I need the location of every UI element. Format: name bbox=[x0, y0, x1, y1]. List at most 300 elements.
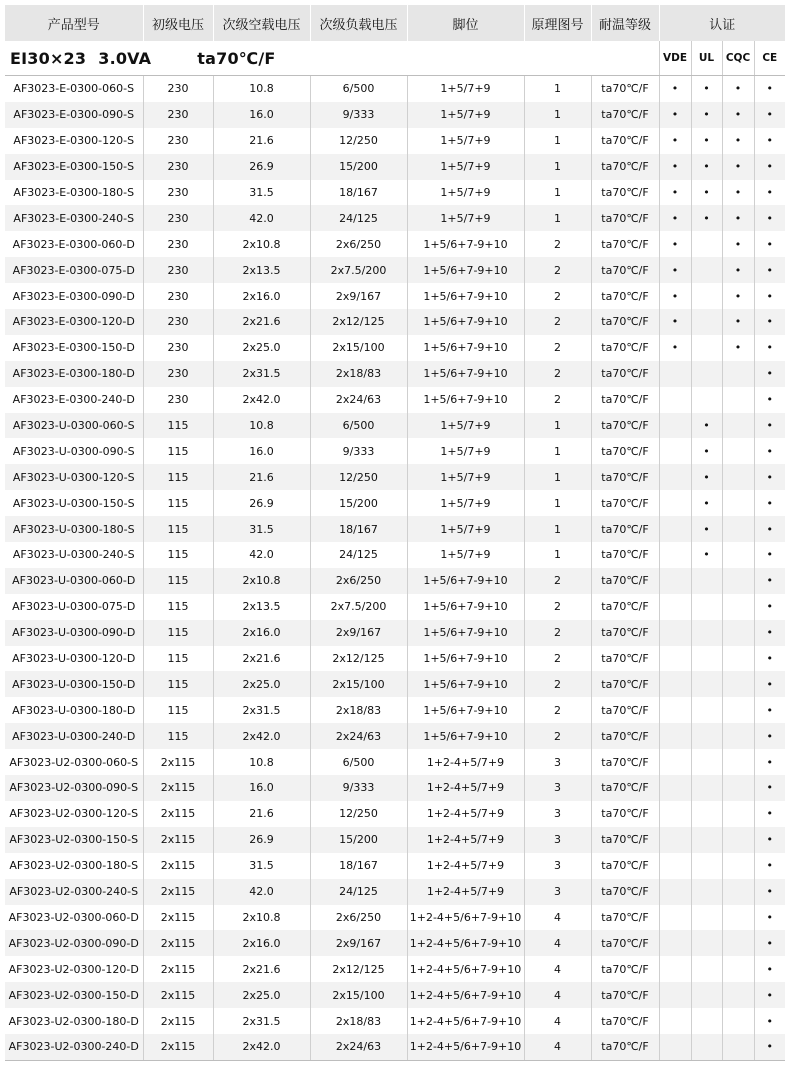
temp-class-cell: ta70℃/F bbox=[591, 697, 659, 723]
cert-vde-mark bbox=[659, 982, 691, 1008]
cert-cqc-mark: • bbox=[722, 154, 754, 180]
model-cell: AF3023-U-0300-150-D bbox=[5, 671, 143, 697]
cert-ce-mark: • bbox=[754, 697, 785, 723]
model-cell: AF3023-E-0300-240-D bbox=[12, 393, 135, 407]
cert-cqc-mark bbox=[722, 438, 754, 464]
noload-voltage-cell: 31.5 bbox=[213, 516, 310, 542]
cert-ul-mark: • bbox=[691, 438, 722, 464]
primary-voltage-cell: 230 bbox=[143, 154, 213, 180]
schematic-cell: 1 bbox=[524, 490, 591, 516]
cert-ce-mark: • bbox=[754, 490, 785, 516]
load-voltage-cell: 2x24/63 bbox=[310, 723, 407, 749]
table-row bbox=[5, 413, 785, 439]
cert-cqc-mark bbox=[722, 594, 754, 620]
model-cell: AF3023-U-0300-240-D bbox=[5, 723, 143, 749]
table-row bbox=[5, 464, 785, 490]
cert-ce-mark: • bbox=[754, 749, 785, 775]
cert-cqc-mark bbox=[722, 801, 754, 827]
table-row bbox=[5, 257, 785, 283]
cert-vde-mark bbox=[659, 697, 691, 723]
noload-voltage-cell: 21.6 bbox=[213, 464, 310, 490]
table-row bbox=[5, 516, 785, 542]
cert-ul-mark bbox=[691, 594, 722, 620]
cert-ce-mark: • bbox=[754, 205, 785, 231]
cert-ce-mark: • bbox=[754, 956, 785, 982]
table-row bbox=[5, 361, 785, 387]
col-primary-voltage-header: 初级电压 bbox=[143, 5, 213, 41]
cert-vde-mark bbox=[659, 516, 691, 542]
cert-vde-mark bbox=[659, 413, 691, 439]
model-cell: AF3023-E-0300-120-D bbox=[5, 309, 143, 335]
temp-class-cell: ta70℃/F bbox=[591, 594, 659, 620]
cert-ul-mark: • bbox=[691, 490, 722, 516]
pins-cell: 1+2-4+5/7+9 bbox=[407, 749, 524, 775]
load-voltage-cell: 9/333 bbox=[310, 438, 407, 464]
load-voltage-cell: 24/125 bbox=[310, 879, 407, 905]
temp-class-cell: ta70℃/F bbox=[591, 646, 659, 672]
table-row bbox=[5, 1034, 785, 1060]
cert-vde-mark bbox=[659, 956, 691, 982]
table-row bbox=[5, 801, 785, 827]
cert-ce-mark: • bbox=[754, 154, 785, 180]
cert-cqc-mark bbox=[722, 568, 754, 594]
cert-ul-mark bbox=[691, 853, 722, 879]
model-cell: AF3023-U-0300-120-S bbox=[5, 464, 143, 490]
temp-class-cell: ta70℃/F bbox=[591, 853, 659, 879]
model-cell: AF3023-U2-0300-060-D bbox=[8, 910, 139, 924]
cert-vde-mark: • bbox=[659, 205, 691, 231]
primary-voltage-cell: 115 bbox=[143, 620, 213, 646]
load-voltage-cell: 12/250 bbox=[310, 801, 407, 827]
cert-ce-mark: • bbox=[754, 775, 785, 801]
cert-ul-mark bbox=[691, 387, 722, 413]
primary-voltage-cell: 2x115 bbox=[143, 1008, 213, 1034]
model-cell: AF3023-E-0300-150-S bbox=[5, 154, 143, 180]
temp-class-cell: ta70℃/F bbox=[591, 568, 659, 594]
pins-cell: 1+5/7+9 bbox=[407, 180, 524, 206]
primary-voltage-cell: 115 bbox=[143, 490, 213, 516]
cert-ul-mark bbox=[691, 749, 722, 775]
cert-cqc-mark bbox=[722, 827, 754, 853]
temp-rating: ta70℃/F bbox=[197, 48, 276, 68]
primary-voltage-cell: 230 bbox=[143, 128, 213, 154]
load-voltage-cell: 2x12/125 bbox=[310, 956, 407, 982]
schematic-cell: 2 bbox=[524, 309, 591, 335]
pins-cell: 1+5/7+9 bbox=[407, 438, 524, 464]
cert-ul-mark bbox=[691, 671, 722, 697]
temp-class-cell: ta70℃/F bbox=[591, 335, 659, 361]
primary-voltage-cell: 2x115 bbox=[143, 930, 213, 956]
pins-cell: 1+2-4+5/7+9 bbox=[407, 879, 524, 905]
cert-cqc-mark: • bbox=[722, 205, 754, 231]
col-secondary-noload-header: 次级空载电压 bbox=[213, 5, 310, 41]
load-voltage-cell: 24/125 bbox=[310, 542, 407, 568]
load-voltage-cell: 15/200 bbox=[310, 490, 407, 516]
schematic-cell: 2 bbox=[524, 283, 591, 309]
table-row bbox=[5, 154, 785, 180]
col-pins-header: 脚位 bbox=[407, 5, 524, 41]
temp-class-cell: ta70℃/F bbox=[591, 464, 659, 490]
pins-cell: 1+5/7+9 bbox=[407, 542, 524, 568]
model-cell: AF3023-E-0300-060-D bbox=[12, 237, 135, 251]
temp-class-cell: ta70℃/F bbox=[591, 905, 659, 931]
cert-vde-mark: • bbox=[659, 257, 691, 283]
schematic-cell: 1 bbox=[524, 180, 591, 206]
schematic-cell: 2 bbox=[524, 620, 591, 646]
cert-cqc-mark bbox=[722, 542, 754, 568]
cert-vde-mark bbox=[659, 801, 691, 827]
schematic-cell: 3 bbox=[524, 749, 591, 775]
pins-cell: 1+5/7+9 bbox=[407, 516, 524, 542]
cert-ul-mark: • bbox=[691, 102, 722, 128]
cert-ul-mark bbox=[691, 283, 722, 309]
temp-class-cell: ta70℃/F bbox=[591, 490, 659, 516]
temp-class-cell: ta70℃/F bbox=[591, 154, 659, 180]
table-row bbox=[5, 205, 785, 231]
cert-vde-mark bbox=[659, 827, 691, 853]
cert-cqc-mark bbox=[722, 697, 754, 723]
load-voltage-cell: 18/167 bbox=[310, 180, 407, 206]
pins-cell: 1+5/6+7-9+10 bbox=[407, 387, 524, 413]
cert-cqc-mark: • bbox=[722, 128, 754, 154]
schematic-cell: 4 bbox=[524, 905, 591, 931]
model-cell: AF3023-U-0300-180-D bbox=[12, 703, 136, 717]
primary-voltage-cell: 2x115 bbox=[143, 775, 213, 801]
cert-cqc-mark bbox=[722, 982, 754, 1008]
noload-voltage-cell: 2x31.5 bbox=[213, 1008, 310, 1034]
temp-class-cell: ta70℃/F bbox=[591, 982, 659, 1008]
schematic-cell: 1 bbox=[524, 102, 591, 128]
model-cell: AF3023-U2-0300-150-D bbox=[5, 982, 143, 1008]
cert-ul-mark bbox=[691, 775, 722, 801]
load-voltage-cell: 2x18/83 bbox=[310, 361, 407, 387]
cert-ul-mark bbox=[691, 1008, 722, 1034]
pins-cell: 1+5/6+7-9+10 bbox=[407, 594, 524, 620]
load-voltage-cell: 6/500 bbox=[310, 76, 407, 102]
load-voltage-cell: 15/200 bbox=[310, 827, 407, 853]
primary-voltage-cell: 230 bbox=[143, 387, 213, 413]
cert-cqc-mark: • bbox=[722, 283, 754, 309]
primary-voltage-cell: 115 bbox=[143, 646, 213, 672]
pins-cell: 1+5/6+7-9+10 bbox=[407, 283, 524, 309]
primary-voltage-cell: 230 bbox=[143, 335, 213, 361]
cert-cqc-mark bbox=[722, 620, 754, 646]
pins-cell: 1+5/7+9 bbox=[407, 102, 524, 128]
temp-class-cell: ta70℃/F bbox=[591, 231, 659, 257]
model-cell: AF3023-U-0300-150-S bbox=[12, 496, 135, 510]
table-row bbox=[5, 387, 785, 413]
table-row bbox=[5, 879, 785, 905]
schematic-cell: 3 bbox=[524, 827, 591, 853]
pins-cell: 1+5/6+7-9+10 bbox=[407, 671, 524, 697]
cert-vde-mark bbox=[659, 775, 691, 801]
temp-class-cell: ta70℃/F bbox=[591, 76, 659, 102]
primary-voltage-cell: 230 bbox=[143, 76, 213, 102]
cert-ce-mark: • bbox=[754, 76, 785, 102]
noload-voltage-cell: 2x25.0 bbox=[213, 671, 310, 697]
primary-voltage-cell: 2x115 bbox=[143, 827, 213, 853]
model-cell: AF3023-E-0300-180-D bbox=[5, 361, 143, 387]
table-row bbox=[5, 542, 785, 568]
cert-ce-mark: • bbox=[754, 801, 785, 827]
schematic-cell: 2 bbox=[524, 594, 591, 620]
load-voltage-cell: 2x9/167 bbox=[310, 620, 407, 646]
cert-vde-mark bbox=[659, 387, 691, 413]
cert-vde-mark bbox=[659, 723, 691, 749]
temp-class-cell: ta70℃/F bbox=[591, 930, 659, 956]
temp-class-cell: ta70℃/F bbox=[591, 956, 659, 982]
col-temp-class-header: 耐温等级 bbox=[591, 5, 659, 41]
cert-cqc-mark: • bbox=[722, 231, 754, 257]
load-voltage-cell: 18/167 bbox=[310, 853, 407, 879]
noload-voltage-cell: 2x42.0 bbox=[213, 387, 310, 413]
cert-cqc-mark: • bbox=[722, 76, 754, 102]
noload-voltage-cell: 26.9 bbox=[213, 154, 310, 180]
cert-cqc-mark bbox=[722, 490, 754, 516]
cert-vde-mark: • bbox=[659, 283, 691, 309]
cert-ul-mark: • bbox=[691, 76, 722, 102]
cert-ce-header: CE bbox=[754, 41, 785, 76]
noload-voltage-cell: 2x10.8 bbox=[213, 231, 310, 257]
temp-class-cell: ta70℃/F bbox=[591, 1008, 659, 1034]
table-row bbox=[5, 956, 785, 982]
cert-ul-mark bbox=[691, 309, 722, 335]
primary-voltage-cell: 115 bbox=[143, 542, 213, 568]
primary-voltage-cell: 2x115 bbox=[143, 801, 213, 827]
cert-cqc-mark bbox=[722, 1008, 754, 1034]
noload-voltage-cell: 2x16.0 bbox=[213, 620, 310, 646]
cert-ce-mark: • bbox=[754, 930, 785, 956]
table-row bbox=[5, 646, 785, 672]
pins-cell: 1+2-4+5/7+9 bbox=[407, 853, 524, 879]
model-cell: AF3023-U2-0300-240-S bbox=[5, 879, 143, 905]
primary-voltage-cell: 230 bbox=[143, 283, 213, 309]
spec-title bbox=[5, 41, 659, 76]
cert-ul-mark: • bbox=[691, 205, 722, 231]
table-row bbox=[5, 335, 785, 361]
table-row bbox=[5, 827, 785, 853]
cert-cqc-mark bbox=[722, 516, 754, 542]
cert-cqc-mark bbox=[722, 387, 754, 413]
primary-voltage-cell: 230 bbox=[143, 205, 213, 231]
spec-section bbox=[5, 41, 785, 76]
model-cell: AF3023-U-0300-090-D bbox=[5, 620, 143, 646]
cert-ce-mark: • bbox=[754, 516, 785, 542]
cert-ul-header: UL bbox=[691, 41, 722, 76]
noload-voltage-cell: 21.6 bbox=[213, 128, 310, 154]
cert-ce-mark: • bbox=[754, 231, 785, 257]
temp-class-cell: ta70℃/F bbox=[591, 879, 659, 905]
primary-voltage-cell: 115 bbox=[143, 723, 213, 749]
spec-sheet bbox=[5, 5, 785, 1061]
temp-class-cell: ta70℃/F bbox=[591, 283, 659, 309]
col-secondary-load-header: 次级负载电压 bbox=[310, 5, 407, 41]
noload-voltage-cell: 10.8 bbox=[213, 76, 310, 102]
temp-class-cell: ta70℃/F bbox=[591, 723, 659, 749]
noload-voltage-cell: 31.5 bbox=[213, 853, 310, 879]
primary-voltage-cell: 2x115 bbox=[143, 1034, 213, 1060]
schematic-cell: 2 bbox=[524, 387, 591, 413]
pins-cell: 1+5/7+9 bbox=[407, 205, 524, 231]
primary-voltage-cell: 115 bbox=[143, 697, 213, 723]
cert-cqc-mark bbox=[722, 775, 754, 801]
schematic-cell: 1 bbox=[524, 128, 591, 154]
schematic-cell: 2 bbox=[524, 568, 591, 594]
load-voltage-cell: 15/200 bbox=[310, 154, 407, 180]
table-row bbox=[5, 180, 785, 206]
model-cell: AF3023-E-0300-180-S bbox=[13, 186, 135, 199]
pins-cell: 1+5/7+9 bbox=[407, 464, 524, 490]
cert-cqc-mark bbox=[722, 749, 754, 775]
cert-ce-mark: • bbox=[754, 982, 785, 1008]
model-cell: AF3023-U-0300-090-S bbox=[12, 444, 135, 458]
temp-class-cell: ta70℃/F bbox=[591, 542, 659, 568]
model-cell: AF3023-U2-0300-150-S bbox=[5, 827, 143, 853]
table-row bbox=[5, 128, 785, 154]
cert-ul-mark: • bbox=[691, 128, 722, 154]
cert-vde-mark: • bbox=[659, 180, 691, 206]
schematic-cell: 4 bbox=[524, 956, 591, 982]
model-cell: AF3023-U2-0300-180-D bbox=[8, 1014, 139, 1028]
cert-ul-mark: • bbox=[691, 516, 722, 542]
noload-voltage-cell: 31.5 bbox=[213, 180, 310, 206]
cert-vde-mark: • bbox=[659, 76, 691, 102]
cert-vde-mark bbox=[659, 594, 691, 620]
primary-voltage-cell: 115 bbox=[143, 413, 213, 439]
load-voltage-cell: 6/500 bbox=[310, 749, 407, 775]
load-voltage-cell: 2x18/83 bbox=[310, 697, 407, 723]
load-voltage-cell: 18/167 bbox=[310, 516, 407, 542]
pins-cell: 1+5/7+9 bbox=[407, 413, 524, 439]
core-size: EI30×23 bbox=[10, 48, 87, 68]
model-cell: AF3023-U-0300-120-D bbox=[12, 652, 136, 666]
cert-ul-mark bbox=[691, 801, 722, 827]
schematic-cell: 2 bbox=[524, 361, 591, 387]
model-cell: AF3023-U-0300-180-S bbox=[5, 516, 143, 542]
cert-ce-mark: • bbox=[754, 335, 785, 361]
noload-voltage-cell: 2x21.6 bbox=[213, 646, 310, 672]
table-row bbox=[5, 102, 785, 128]
temp-class-cell: ta70℃/F bbox=[591, 827, 659, 853]
noload-voltage-cell: 42.0 bbox=[213, 542, 310, 568]
primary-voltage-cell: 230 bbox=[143, 231, 213, 257]
cert-cqc-mark bbox=[722, 1034, 754, 1060]
cert-ce-mark: • bbox=[754, 594, 785, 620]
primary-voltage-cell: 115 bbox=[143, 464, 213, 490]
cert-ul-mark bbox=[691, 646, 722, 672]
cert-vde-header: VDE bbox=[659, 41, 691, 76]
cert-ul-mark bbox=[691, 827, 722, 853]
temp-class-cell: ta70℃/F bbox=[591, 749, 659, 775]
load-voltage-cell: 2x24/63 bbox=[310, 1034, 407, 1060]
cert-vde-mark: • bbox=[659, 128, 691, 154]
noload-voltage-cell: 42.0 bbox=[213, 205, 310, 231]
temp-class-cell: ta70℃/F bbox=[591, 775, 659, 801]
spec-row bbox=[5, 41, 785, 76]
cert-ce-mark: • bbox=[754, 464, 785, 490]
pins-cell: 1+5/6+7-9+10 bbox=[407, 723, 524, 749]
schematic-cell: 3 bbox=[524, 775, 591, 801]
noload-voltage-cell: 26.9 bbox=[213, 827, 310, 853]
table-row bbox=[5, 490, 785, 516]
cert-ul-mark bbox=[691, 361, 722, 387]
pins-cell: 1+2-4+5/7+9 bbox=[407, 827, 524, 853]
col-certification-header: 认证 bbox=[659, 5, 785, 41]
pins-cell: 1+5/6+7-9+10 bbox=[407, 257, 524, 283]
cert-ul-mark bbox=[691, 982, 722, 1008]
temp-class-cell: ta70℃/F bbox=[591, 387, 659, 413]
cert-vde-mark bbox=[659, 438, 691, 464]
primary-voltage-cell: 115 bbox=[143, 568, 213, 594]
pins-cell: 1+2-4+5/7+9 bbox=[407, 775, 524, 801]
load-voltage-cell: 2x6/250 bbox=[310, 905, 407, 931]
table-row bbox=[5, 1008, 785, 1034]
cert-ul-mark bbox=[691, 879, 722, 905]
schematic-cell: 4 bbox=[524, 1008, 591, 1034]
cert-ce-mark: • bbox=[754, 879, 785, 905]
temp-class-cell: ta70℃/F bbox=[591, 257, 659, 283]
noload-voltage-cell: 2x13.5 bbox=[213, 257, 310, 283]
table-row bbox=[5, 697, 785, 723]
model-cell: AF3023-U-0300-240-S bbox=[12, 548, 135, 562]
pins-cell: 1+5/6+7-9+10 bbox=[407, 697, 524, 723]
schematic-cell: 3 bbox=[524, 853, 591, 879]
pins-cell: 1+5/6+7-9+10 bbox=[407, 309, 524, 335]
noload-voltage-cell: 2x10.8 bbox=[213, 905, 310, 931]
pins-cell: 1+5/6+7-9+10 bbox=[407, 620, 524, 646]
cert-vde-mark bbox=[659, 490, 691, 516]
cert-ce-mark: • bbox=[754, 361, 785, 387]
model-cell: AF3023-U2-0300-240-D bbox=[5, 1034, 143, 1060]
load-voltage-cell: 24/125 bbox=[310, 205, 407, 231]
model-cell: AF3023-U-0300-060-D bbox=[5, 568, 143, 594]
cert-cqc-mark: • bbox=[722, 335, 754, 361]
cert-ul-mark bbox=[691, 930, 722, 956]
cert-ce-mark: • bbox=[754, 568, 785, 594]
cert-ul-mark bbox=[691, 956, 722, 982]
cert-vde-mark bbox=[659, 1008, 691, 1034]
primary-voltage-cell: 230 bbox=[143, 309, 213, 335]
cert-vde-mark bbox=[659, 542, 691, 568]
model-cell: AF3023-E-0300-120-S bbox=[13, 134, 135, 148]
pins-cell: 1+5/7+9 bbox=[407, 76, 524, 102]
table-row bbox=[5, 723, 785, 749]
schematic-cell: 2 bbox=[524, 723, 591, 749]
cert-vde-mark bbox=[659, 568, 691, 594]
col-model-header: 产品型号 bbox=[5, 5, 143, 41]
temp-class-cell: ta70℃/F bbox=[591, 438, 659, 464]
cert-vde-mark: • bbox=[659, 102, 691, 128]
pins-cell: 1+2-4+5/6+7-9+10 bbox=[407, 930, 524, 956]
load-voltage-cell: 2x15/100 bbox=[310, 335, 407, 361]
schematic-cell: 4 bbox=[524, 930, 591, 956]
schematic-cell: 2 bbox=[524, 671, 591, 697]
model-cell: AF3023-U2-0300-120-D bbox=[8, 962, 139, 976]
schematic-cell: 2 bbox=[524, 697, 591, 723]
cert-ul-mark bbox=[691, 620, 722, 646]
cert-vde-mark bbox=[659, 620, 691, 646]
primary-voltage-cell: 2x115 bbox=[143, 982, 213, 1008]
power-rating: 3.0VA bbox=[98, 48, 152, 68]
schematic-cell: 3 bbox=[524, 801, 591, 827]
load-voltage-cell: 6/500 bbox=[310, 413, 407, 439]
load-voltage-cell: 2x9/167 bbox=[310, 283, 407, 309]
table-row bbox=[5, 930, 785, 956]
schematic-cell: 1 bbox=[524, 516, 591, 542]
pins-cell: 1+5/7+9 bbox=[407, 490, 524, 516]
schematic-cell: 1 bbox=[524, 76, 591, 102]
load-voltage-cell: 2x24/63 bbox=[310, 387, 407, 413]
